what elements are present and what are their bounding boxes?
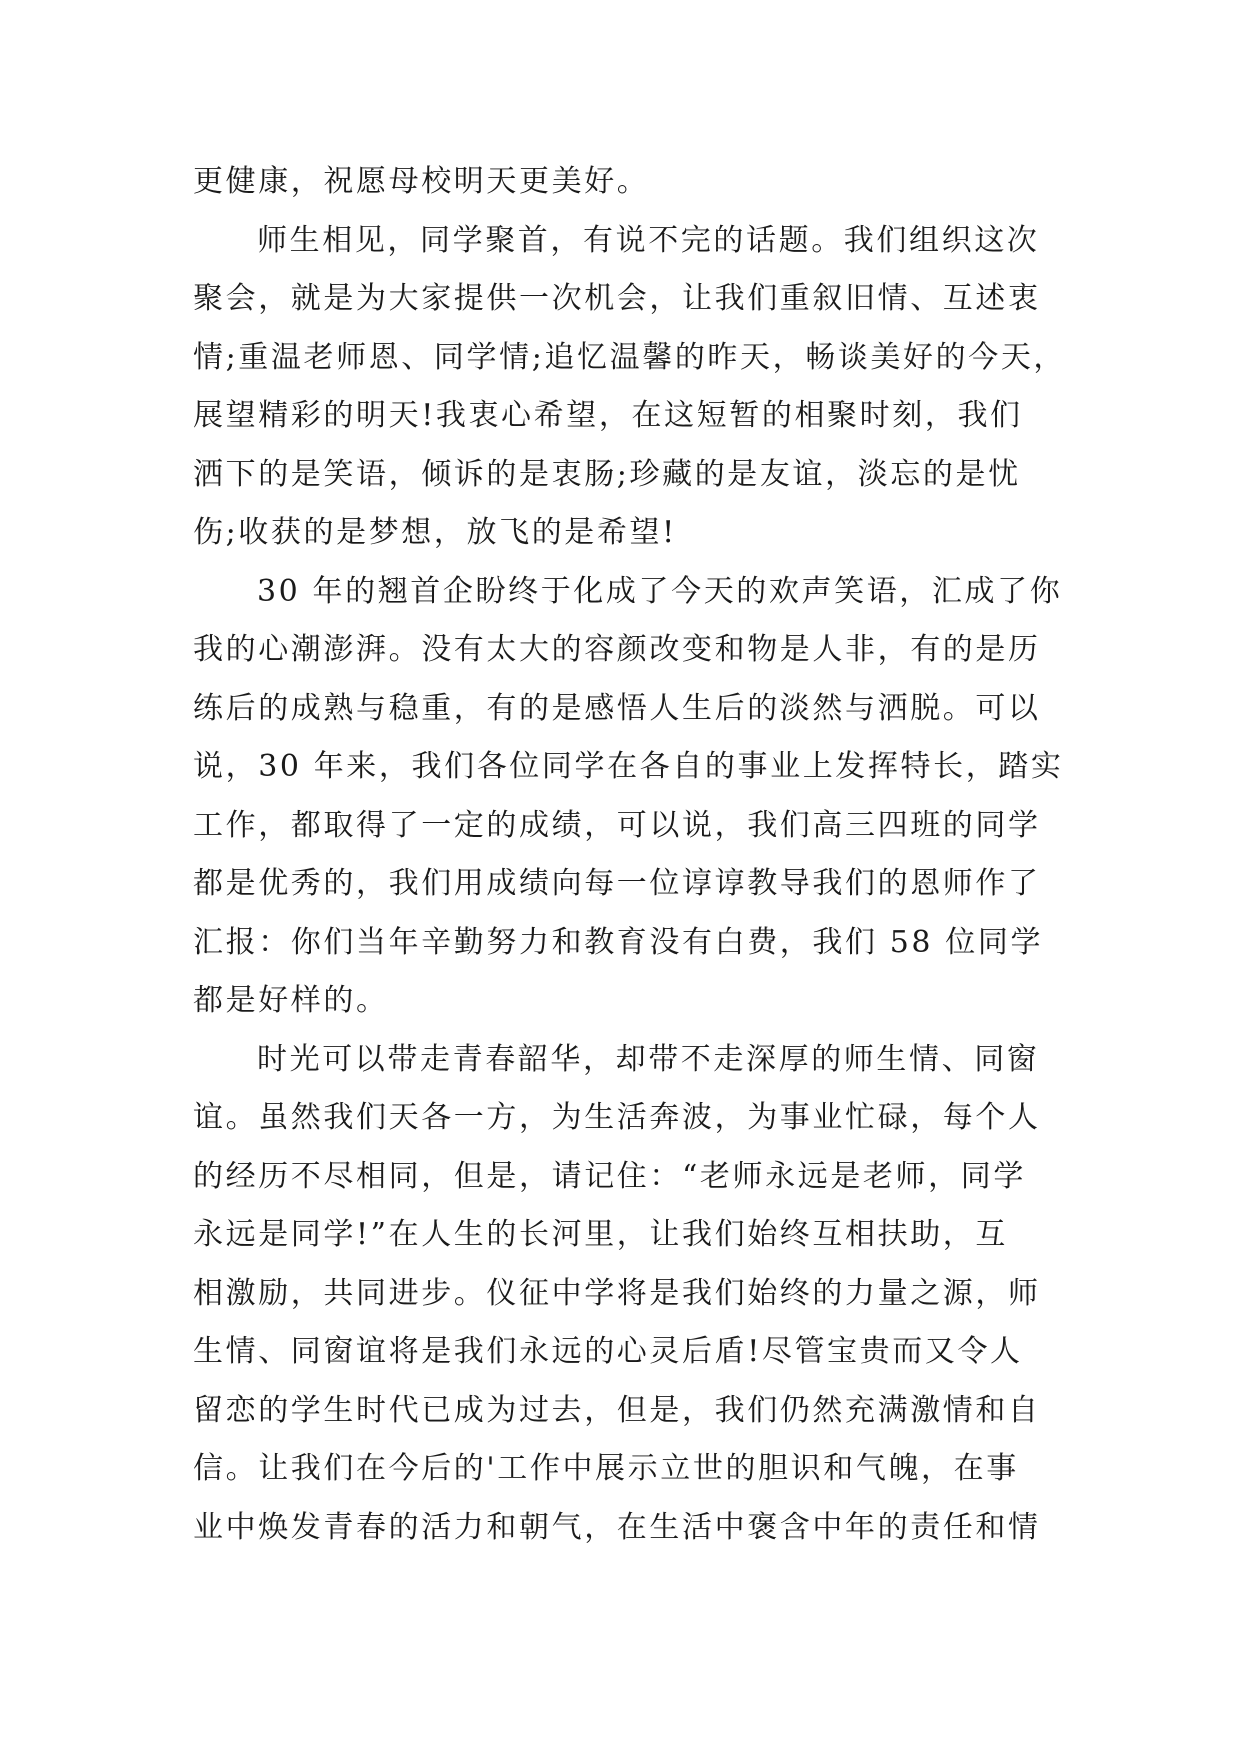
text-line: 我的心潮澎湃。没有太大的容颜改变和物是人非，有的是历 [193,632,1041,667]
paragraph-first-line: 时光可以带走青春韶华，却带不走深厚的师生情、同窗 [257,1041,1040,1077]
text-line: 练后的成熟与稳重，有的是感悟人生后的淡然与洒脱。可以 [193,690,1041,726]
text-line: 聚会，就是为大家提供一次机会，让我们重叙旧情、互述衷 [193,281,1041,316]
text-line: 伤;收获的是梦想，放飞的是希望! [193,515,677,550]
text-line: 信。让我们在今后的'工作中展示立世的胆识和气魄，在事 [193,1451,1019,1486]
text-line: 都是好样的。 [193,983,389,1018]
text-line: 的经历不尽相同，但是，请记住：“老师永远是老师，同学 [193,1158,1026,1194]
text-line: 永远是同学!”在人生的长河里，让我们始终互相扶助，互 [193,1217,1008,1252]
text-line: 留恋的学生时代已成为过去，但是，我们仍然充满激情和自 [193,1392,1041,1428]
text-line: 业中焕发青春的活力和朝气，在生活中褒含中年的责任和情 [193,1509,1041,1545]
text-line: 洒下的是笑语，倾诉的是衷肠;珍藏的是友谊，淡忘的是忧 [193,456,1021,492]
paragraph-first-line: 30 年的翘首企盼终于化成了今天的欢声笑语，汇成了你 [257,573,1063,609]
text-line: 都是优秀的，我们用成绩向每一位谆谆教导我们的恩师作了 [193,866,1041,901]
text-line: 情;重温老师恩、同学情;追忆温馨的昨天，畅谈美好的今天， [193,339,1067,375]
text-line: 汇报：你们当年辛勤努力和教育没有白费，我们 58 位同学 [193,924,1044,960]
paragraph-first-line: 师生相见，同学聚首，有说不完的话题。我们组织这次 [257,222,1040,258]
text-line: 说，30 年来，我们各位同学在各自的事业上发挥特长，踏实 [193,749,1064,784]
body-text [193,153,1067,1557]
text-line: 生情、同窗谊将是我们永远的心灵后盾!尽管宝贵而又令人 [193,1334,1023,1369]
text-line: 谊。虽然我们天各一方，为生活奔波，为事业忙碌，每个人 [193,1100,1041,1135]
text-line: 更健康，祝愿母校明天更美好。 [193,164,650,199]
text-line: 相激励，共同进步。仪征中学将是我们始终的力量之源，师 [193,1275,1041,1311]
text-line: 展望精彩的明天!我衷心希望，在这短暂的相聚时刻，我们 [193,398,1023,433]
text-line: 工作，都取得了一定的成绩，可以说，我们高三四班的同学 [193,807,1041,843]
